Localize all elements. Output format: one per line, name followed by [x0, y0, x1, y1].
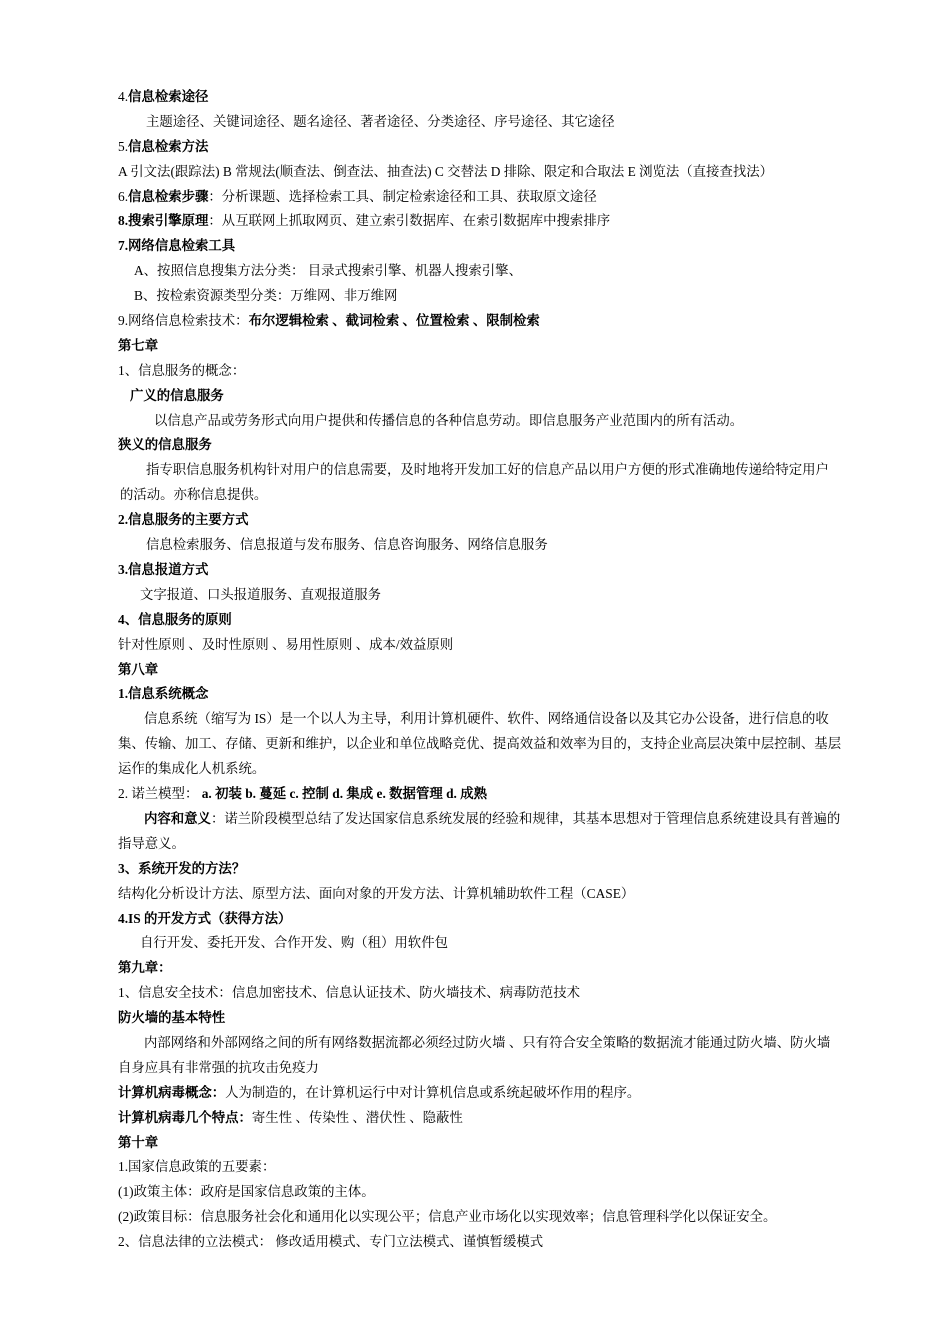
heading-network-tools: 7.网络信息检索工具 [118, 238, 236, 254]
heading-retrieval-methods: 5.信息检索方法 [118, 138, 209, 154]
chapter-9-title: 第九章： [118, 960, 172, 976]
heading-report-modes: 3.信息报道方式 [118, 561, 209, 577]
text-tools-a: A、按照信息搜集方法分类： 目录式搜索引擎、机器人搜索引擎、 [134, 263, 522, 279]
text-is-concept: 信息系统（缩写为 IS）是一个以人为主导，利用计算机硬件、软件、网络通信设备以及其它办公设备，进行信息的收集、传输、加工、存储、更新和维护，以企业和单位战略竞优、提高效益和效率为目的，支持企业高层决策中层控制、基层运作的集成化人机系统。 [118, 711, 842, 777]
virus-traits: 计算机病毒几个特点：寄生性 、传染性 、潜伏性 、隐蔽性 [118, 1109, 463, 1125]
nolan-model: 2. 诺兰模型： a. 初装 b. 蔓延 c. 控制 d. 集成 e. 数据管理 d. 成熟 [118, 786, 488, 802]
text-retrieval-paths: 主题途径、关键词途径、题名途径、著者途径、分类途径、序号途径、其它途径 [146, 113, 615, 129]
heading-broad-service: 广义的信息服务 [130, 387, 224, 403]
heading-is-concept: 1.信息系统概念 [118, 686, 209, 702]
text-report-modes: 文字报道、口头报道服务、直观报道服务 [140, 586, 382, 602]
network-retrieval-tech: 9.网络信息检索技术：布尔逻辑检索 、截词检索 、位置检索 、限制检索 [118, 313, 540, 329]
search-engine-principle: 8.搜索引擎原理：从互联网上抓取网页、建立索引数据库、在索引数据库中搜索排序 [118, 213, 611, 229]
heading-is-dev-modes: 4.IS 的开发方式（获得方法） [118, 910, 292, 926]
text-nolan-meaning: 内容和意义：诺兰阶段模型总结了发达国家信息系统发展的经验和规律，其基本思想对于管理信息系统建设具有普遍的指导意义。 [118, 810, 841, 851]
text-policy-elements: 1.国家信息政策的五要素： [118, 1159, 276, 1175]
heading-narrow-service: 狭义的信息服务 [118, 437, 212, 453]
heading-dev-methods: 3、系统开发的方法？ [118, 860, 246, 876]
text-is-dev-modes: 自行开发、委托开发、合作开发、购（租）用软件包 [140, 935, 448, 951]
text-tools-b: B、按检索资源类型分类：万维网、非万维网 [134, 288, 398, 304]
text-service-concept: 1、信息服务的概念： [118, 362, 246, 378]
text-retrieval-methods: A 引文法(跟踪法) B 常规法(顺查法、倒查法、抽查法) C 交替法 D 排除、限定和合取法 E 浏览法（直接查找法） [118, 163, 774, 179]
text-narrow-service: 指专职信息服务机构针对用户的信息需要，及时地将开发加工好的信息产品以用户方便的形式准确地传递给特定用户的活动。亦称信息提供。 [120, 462, 829, 503]
text-firewall: 内部网络和外部网络之间的所有网络数据流都必须经过防火墙 、只有符合安全策略的数据流才能通过防火墙、防火墙自身应具有非常强的抗攻击免疫力 [118, 1034, 831, 1075]
retrieval-steps: 6.信息检索步骤：分析课题、选择检索工具、制定检索途径和工具、获取原文途径 [118, 188, 597, 204]
text-broad-service: 以信息产品或劳务形式向用户提供和传播信息的各种信息劳动。即信息服务产业范围内的所有活动。 [154, 412, 744, 428]
heading-service-modes: 2.信息服务的主要方式 [118, 512, 249, 528]
heading-firewall: 防火墙的基本特性 [118, 1010, 226, 1026]
chapter-7-title: 第七章 [118, 337, 159, 353]
text-dev-methods: 结构化分析设计方法、原型方法、面向对象的开发方法、计算机辅助软件工程（CASE） [118, 885, 635, 901]
text-policy-goal: (2)政策目标：信息服务社会化和通用化以实现公平；信息产业市场化以实现效率；信息管理科学化以保证安全。 [118, 1209, 777, 1225]
heading-service-principles: 4、信息服务的原则 [118, 611, 232, 627]
chapter-8-title: 第八章 [118, 661, 159, 677]
text-policy-subject: (1)政策主体：政府是国家信息政策的主体。 [118, 1184, 375, 1200]
virus-concept: 计算机病毒概念：人为制造的，在计算机运行中对计算机信息或系统起破坏作用的程序。 [118, 1084, 641, 1100]
text-security-tech: 1、信息安全技术：信息加密技术、信息认证技术、防火墙技术、病毒防范技术 [118, 985, 580, 1001]
text-legislation-modes: 2、信息法律的立法模式： 修改适用模式、专门立法模式、谨慎暂缓模式 [118, 1234, 544, 1250]
heading-retrieval-paths: 4.信息检索途径 [118, 89, 209, 104]
text-service-modes: 信息检索服务、信息报道与发布服务、信息咨询服务、网络信息服务 [146, 537, 548, 553]
text-service-principles: 针对性原则 、及时性原则 、易用性原则 、成本/效益原则 [118, 636, 454, 652]
chapter-10-title: 第十章 [118, 1134, 159, 1150]
